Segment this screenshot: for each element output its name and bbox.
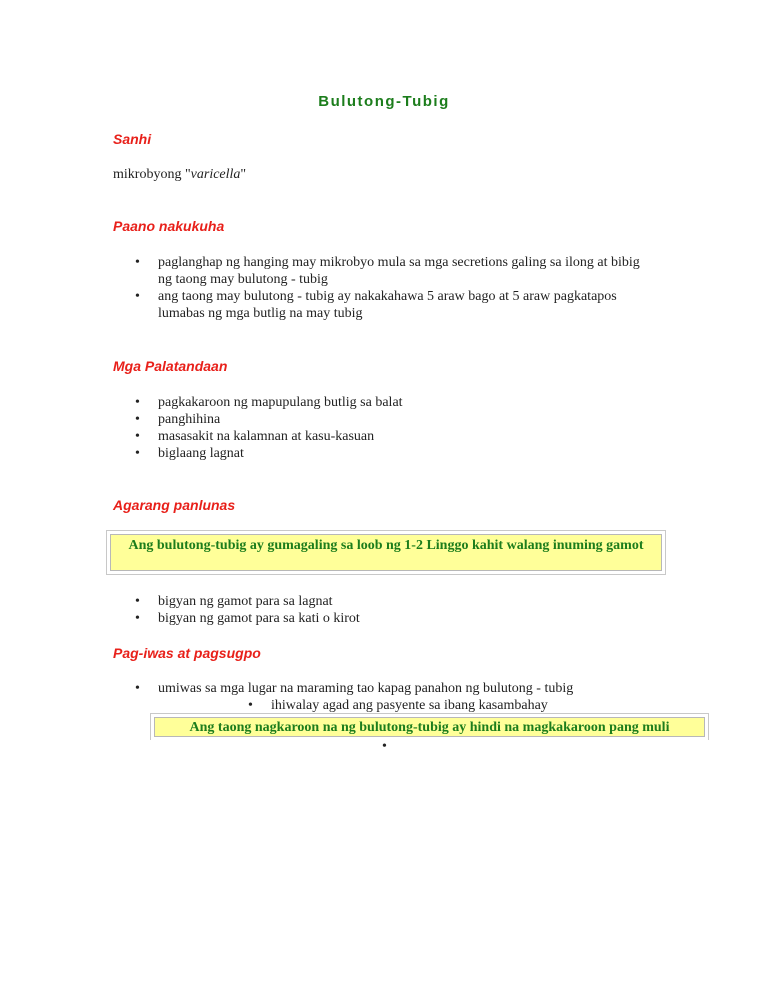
list-item: • ihiwalay agad ang pasyente sa ibang kasambahay (248, 697, 668, 714)
list-item: • paglanghap ng hanging may mikrobyo mula sa mga secretions galing sa ilong at bibig ng taong may bulutong - tubig (135, 254, 655, 288)
sanhi-text-suffix: " (240, 167, 247, 182)
heading-pagiwas: Pag-iwas at pagsugpo (113, 645, 261, 661)
pagiwas-sub-list (248, 697, 668, 714)
pagiwas-callout (150, 713, 709, 740)
list-item: • biglaang lagnat (135, 445, 655, 462)
empty-bullet: • (382, 739, 387, 754)
heading-palatandaan: Mga Palatandaan (113, 358, 228, 374)
heading-sanhi: Sanhi (113, 131, 152, 147)
panlunas-callout (106, 530, 666, 575)
pagiwas-callout-text: Ang taong nagkaroon na ng bulutong-tubig ay hindi na magkakaroon pang muli (154, 717, 705, 737)
list-item: • bigyan ng gamot para sa lagnat (135, 593, 655, 610)
page-title: Bulutong-Tubig (318, 93, 450, 110)
list-item: • pagkakaroon ng mapupulang butlig sa balat (135, 394, 655, 411)
paano-list (135, 254, 655, 322)
palatandaan-list (135, 394, 655, 462)
list-item: • ang taong may bulutong - tubig ay nakakahawa 5 araw bago at 5 araw pagkatapos lumabas ng mga butlig na may tubig (135, 288, 655, 322)
sanhi-text (113, 166, 246, 183)
sanhi-text-italic: varicella (190, 167, 241, 182)
panlunas-callout-text: Ang bulutong-tubig ay gumagaling sa loob ng 1-2 Linggo kahit walang inuming gamot (110, 534, 662, 571)
list-item: • umiwas sa mga lugar na maraming tao kapag panahon ng bulutong - tubig (135, 680, 675, 697)
list-item: • masasakit na kalamnan at kasu-kasuan (135, 428, 655, 445)
panlunas-list (135, 593, 655, 627)
pagiwas-list (135, 680, 675, 697)
sanhi-text-prefix: mikrobyong " (113, 167, 191, 182)
heading-panlunas: Agarang panlunas (113, 497, 236, 513)
list-item: • bigyan ng gamot para sa kati o kirot (135, 610, 655, 627)
heading-paano-nakukuha: Paano nakukuha (113, 218, 225, 234)
list-item: • panghihina (135, 411, 655, 428)
